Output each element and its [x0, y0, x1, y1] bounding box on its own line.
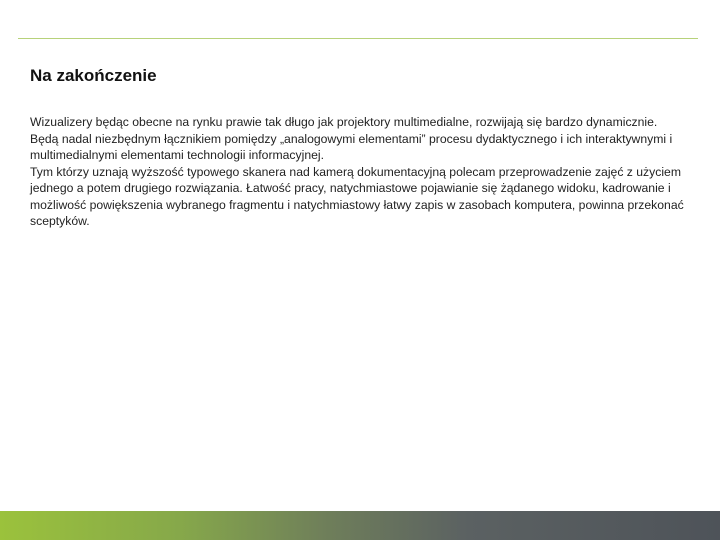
body-paragraph: Będą nadal niezbędnym łącznikiem pomiędzy „analogowymi elementami” procesu dydaktycznego i ich interaktywnymi i multimedialnymi elementami technologii informacyjnej.: [30, 131, 673, 162]
slide-body: [30, 114, 690, 230]
slide-title: Na zakończenie: [30, 66, 157, 85]
footer-bar: [0, 511, 720, 540]
body-paragraph: Tym którzy uznają wyższość typowego skanera nad kamerą dokumentacyjną polecam przeprowadzenie zajęć z użyciem jednego a potem drugiego rozwiązania. Łatwość pracy, natychmiastowe pojawianie się żądanego widoku, kadrowanie i możliwość powiększenia wybranego fragmentu i natychmiastowy łatwy zapis w zasobach komputera, powinna przekonać sceptyków.: [30, 164, 684, 228]
body-paragraph: Wizualizery będąc obecne na rynku prawie tak długo jak projektory multimedialne, rozwijają się bardzo dynamicznie.: [30, 115, 658, 129]
header-divider: [18, 38, 698, 39]
